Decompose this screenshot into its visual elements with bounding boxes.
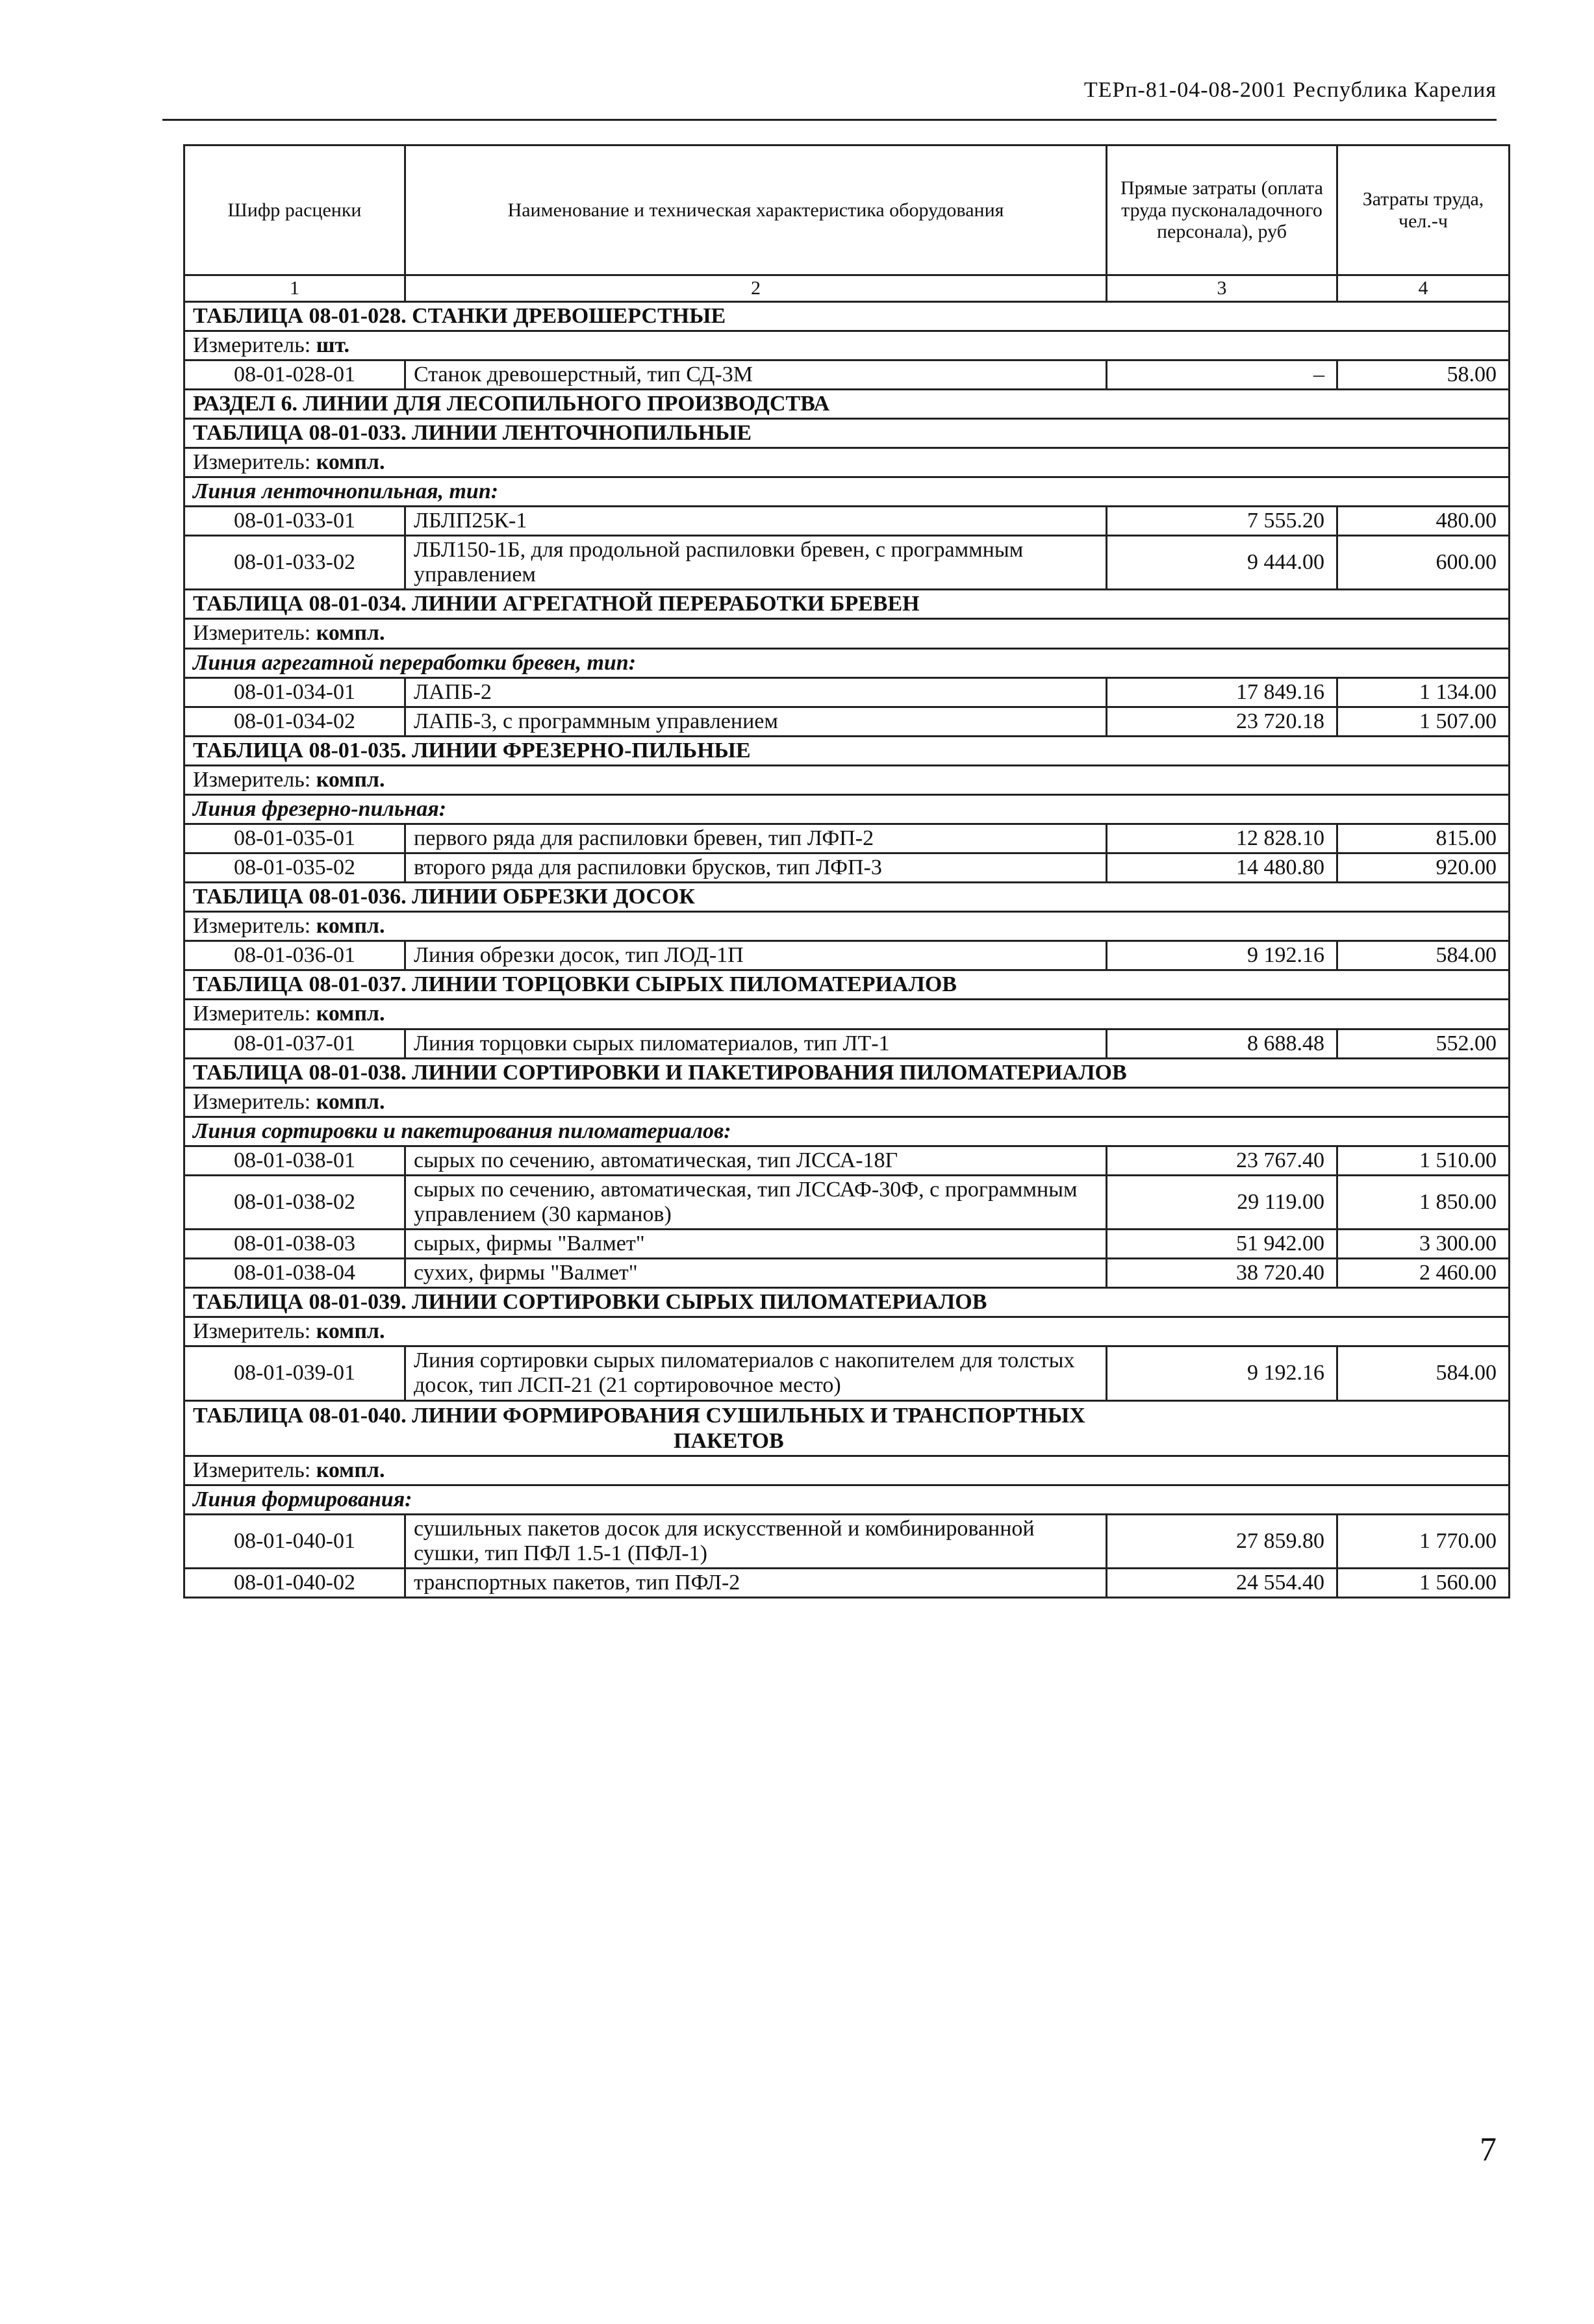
group-heading-row	[184, 794, 1510, 824]
rate-code: 08-01-040-01	[184, 1514, 405, 1568]
measure-row	[184, 765, 1510, 794]
column-header-labor: Затраты труда, чел.-ч	[1337, 145, 1510, 275]
table-title-row	[184, 1400, 1510, 1456]
labor-cost: 2 460.00	[1337, 1259, 1510, 1288]
table-title-text: ТАБЛИЦА 08-01-028. СТАНКИ ДРЕВОШЕРСТНЫЕ	[193, 303, 726, 328]
direct-cost: 23 720.18	[1107, 707, 1337, 736]
direct-cost: 51 942.00	[1107, 1230, 1337, 1259]
group-heading-row	[184, 477, 1510, 507]
measure-line	[184, 448, 1510, 477]
equipment-name: ЛБЛП25К-1	[405, 507, 1107, 536]
measure-label: Измеритель:	[193, 333, 311, 357]
group-heading: Линия сортировки и пакетирования пиломатериалов:	[184, 1117, 1510, 1146]
measure-label: Измеритель:	[193, 767, 311, 792]
direct-cost: 29 119.00	[1107, 1175, 1337, 1229]
measure-unit: компл.	[316, 1458, 385, 1482]
table-row	[184, 1514, 1510, 1568]
price-table	[183, 144, 1510, 1598]
table-title-text: ТАБЛИЦА 08-01-035. ЛИНИИ ФРЕЗЕРНО-ПИЛЬНЫЕ	[193, 738, 751, 763]
measure-line	[184, 1087, 1510, 1117]
measure-label: Измеритель:	[193, 1458, 311, 1482]
direct-cost: 9 192.16	[1107, 1346, 1337, 1400]
table-title-text: ТАБЛИЦА 08-01-040. ЛИНИИ ФОРМИРОВАНИЯ СУШИЛЬНЫХ И ТРАНСПОРТНЫХ	[193, 1403, 1085, 1428]
equipment-name: второго ряда для распиловки брусков, тип ЛФП-3	[405, 853, 1107, 883]
table-title	[184, 1058, 1510, 1087]
measure-row	[184, 448, 1510, 477]
measure-line	[184, 331, 1510, 360]
labor-cost: 1 560.00	[1337, 1569, 1510, 1598]
table-title-row	[184, 736, 1510, 765]
measure-line	[184, 619, 1510, 648]
table-title	[184, 1400, 1510, 1456]
table-title-row	[184, 970, 1510, 1000]
measure-line	[184, 765, 1510, 794]
equipment-name: сырых, фирмы "Валмет"	[405, 1230, 1107, 1259]
table-row	[184, 1569, 1510, 1598]
column-header-cost: Прямые затраты (оплата труда пусконаладочного персонала), руб	[1107, 145, 1337, 275]
measure-line	[184, 1317, 1510, 1346]
measure-row	[184, 1087, 1510, 1117]
labor-cost: 584.00	[1337, 1346, 1510, 1400]
rate-code: 08-01-028-01	[184, 360, 405, 389]
table-title-row	[184, 418, 1510, 448]
table-row	[184, 677, 1510, 707]
direct-cost: 14 480.80	[1107, 853, 1337, 883]
equipment-name: ЛАПБ-3, с программным управлением	[405, 707, 1107, 736]
rate-code: 08-01-038-02	[184, 1175, 405, 1229]
direct-cost: 38 720.40	[1107, 1259, 1337, 1288]
labor-cost: 1 850.00	[1337, 1175, 1510, 1229]
rate-code: 08-01-035-01	[184, 824, 405, 853]
measure-unit: компл.	[316, 1002, 385, 1026]
labor-cost: 815.00	[1337, 824, 1510, 853]
labor-cost: 1 510.00	[1337, 1146, 1510, 1175]
labor-cost: 920.00	[1337, 853, 1510, 883]
direct-cost: 7 555.20	[1107, 507, 1337, 536]
page-number: 7	[1480, 2131, 1497, 2168]
rate-code: 08-01-034-01	[184, 677, 405, 707]
table-title	[184, 590, 1510, 619]
rate-code: 08-01-040-02	[184, 1569, 405, 1598]
group-heading-row	[184, 648, 1510, 677]
table-row	[184, 853, 1510, 883]
table-row	[184, 941, 1510, 970]
equipment-name: сухих, фирмы "Валмет"	[405, 1259, 1107, 1288]
table-row	[184, 1346, 1510, 1400]
measure-line	[184, 1456, 1510, 1485]
table-title	[184, 1288, 1510, 1317]
table-title-row	[184, 1058, 1510, 1087]
equipment-name: Линия сортировки сырых пиломатериалов с накопителем для толстых досок, тип ЛСП-21 (21 сортировочное место)	[405, 1346, 1107, 1400]
direct-cost: 23 767.40	[1107, 1146, 1337, 1175]
equipment-name: ЛБЛ150-1Б, для продольной распиловки бревен, с программным управлением	[405, 536, 1107, 590]
column-number-row	[184, 275, 1510, 302]
group-heading: Линия формирования:	[184, 1485, 1510, 1514]
labor-cost: 1 770.00	[1337, 1514, 1510, 1568]
column-number: 3	[1107, 275, 1337, 302]
column-number: 4	[1337, 275, 1510, 302]
column-header-code: Шифр расценки	[184, 145, 405, 275]
table-row	[184, 536, 1510, 590]
table-title	[184, 736, 1510, 765]
table-row	[184, 1175, 1510, 1229]
measure-label: Измеритель:	[193, 449, 311, 474]
measure-line	[184, 1000, 1510, 1029]
price-document	[183, 144, 1508, 1598]
column-header-row	[184, 145, 1510, 275]
table-title-text: ТАБЛИЦА 08-01-036. ЛИНИИ ОБРЕЗКИ ДОСОК	[193, 885, 695, 909]
direct-cost: 27 859.80	[1107, 1514, 1337, 1568]
measure-row	[184, 1456, 1510, 1485]
direct-cost: 9 444.00	[1107, 536, 1337, 590]
table-title-text: ТАБЛИЦА 08-01-038. ЛИНИИ СОРТИРОВКИ И ПАКЕТИРОВАНИЯ ПИЛОМАТЕРИАЛОВ	[193, 1060, 1127, 1085]
equipment-name: Станок древошерстный, тип СД-3М	[405, 360, 1107, 389]
rate-code: 08-01-037-01	[184, 1029, 405, 1058]
measure-unit: компл.	[316, 914, 385, 939]
table-row	[184, 507, 1510, 536]
equipment-name: Линия обрезки досок, тип ЛОД-1П	[405, 941, 1107, 970]
measure-unit: компл.	[316, 449, 385, 474]
direct-cost: 9 192.16	[1107, 941, 1337, 970]
column-header-name: Наименование и техническая характеристика оборудования	[405, 145, 1107, 275]
table-title-continuation: ПАКЕТОВ	[674, 1428, 784, 1453]
table-title-row	[184, 301, 1510, 331]
group-heading-row	[184, 1485, 1510, 1514]
group-heading: Линия фрезерно-пильная:	[184, 794, 1510, 824]
measure-row	[184, 619, 1510, 648]
price-table-body	[184, 301, 1510, 1598]
labor-cost: 480.00	[1337, 507, 1510, 536]
table-title-text: ТАБЛИЦА 08-01-037. ЛИНИИ ТОРЦОВКИ СЫРЫХ ПИЛОМАТЕРИАЛОВ	[193, 972, 957, 997]
equipment-name: Линия торцовки сырых пиломатериалов, тип ЛТ-1	[405, 1029, 1107, 1058]
table-title-row	[184, 590, 1510, 619]
direct-cost: 17 849.16	[1107, 677, 1337, 707]
measure-row	[184, 912, 1510, 941]
rate-code: 08-01-033-01	[184, 507, 405, 536]
labor-cost: 600.00	[1337, 536, 1510, 590]
measure-line	[184, 912, 1510, 941]
section-title: РАЗДЕЛ 6. ЛИНИИ ДЛЯ ЛЕСОПИЛЬНОГО ПРОИЗВОДСТВА	[184, 389, 1510, 418]
labor-cost: 1 134.00	[1337, 677, 1510, 707]
table-row	[184, 1230, 1510, 1259]
table-row	[184, 1029, 1510, 1058]
measure-label: Измеритель:	[193, 1319, 311, 1344]
table-title-text: ТАБЛИЦА 08-01-039. ЛИНИИ СОРТИРОВКИ СЫРЫХ ПИЛОМАТЕРИАЛОВ	[193, 1290, 987, 1315]
labor-cost: 552.00	[1337, 1029, 1510, 1058]
direct-cost: 24 554.40	[1107, 1569, 1337, 1598]
equipment-name: сушильных пакетов досок для искусственной и комбинированной сушки, тип ПФЛ 1.5-1 (ПФЛ-1)	[405, 1514, 1107, 1568]
rate-code: 08-01-033-02	[184, 536, 405, 590]
rate-code: 08-01-038-03	[184, 1230, 405, 1259]
equipment-name: первого ряда для распиловки бревен, тип ЛФП-2	[405, 824, 1107, 853]
measure-label: Измеритель:	[193, 1089, 311, 1114]
equipment-name: ЛАПБ-2	[405, 677, 1107, 707]
measure-label: Измеритель:	[193, 621, 311, 646]
measure-label: Измеритель:	[193, 914, 311, 939]
measure-unit: шт.	[316, 333, 350, 357]
group-heading: Линия ленточнопильная, тип:	[184, 477, 1510, 507]
measure-row	[184, 331, 1510, 360]
measure-label: Измеритель:	[193, 1002, 311, 1026]
table-row	[184, 1259, 1510, 1288]
equipment-name: транспортных пакетов, тип ПФЛ-2	[405, 1569, 1107, 1598]
equipment-name: сырых по сечению, автоматическая, тип ЛССАФ-30Ф, с программным управлением (30 карманов)	[405, 1175, 1107, 1229]
rate-code: 08-01-036-01	[184, 941, 405, 970]
direct-cost: –	[1107, 360, 1337, 389]
measure-row	[184, 1317, 1510, 1346]
table-row	[184, 707, 1510, 736]
table-title-text: ТАБЛИЦА 08-01-034. ЛИНИИ АГРЕГАТНОЙ ПЕРЕРАБОТКИ БРЕВЕН	[193, 592, 920, 616]
table-title	[184, 301, 1510, 331]
document-code: ТЕРп-81-04-08-2001 Республика Карелия	[1083, 78, 1497, 102]
group-heading-row	[184, 1117, 1510, 1146]
equipment-name: сырых по сечению, автоматическая, тип ЛССА-18Г	[405, 1146, 1107, 1175]
rate-code: 08-01-039-01	[184, 1346, 405, 1400]
table-row	[184, 1146, 1510, 1175]
column-number: 2	[405, 275, 1107, 302]
table-title-row	[184, 1288, 1510, 1317]
labor-cost: 3 300.00	[1337, 1230, 1510, 1259]
labor-cost: 1 507.00	[1337, 707, 1510, 736]
table-title	[184, 883, 1510, 912]
group-heading: Линия агрегатной переработки бревен, тип:	[184, 648, 1510, 677]
rate-code: 08-01-035-02	[184, 853, 405, 883]
rate-code: 08-01-034-02	[184, 707, 405, 736]
rate-code: 08-01-038-01	[184, 1146, 405, 1175]
header-divider	[162, 119, 1497, 121]
table-row	[184, 824, 1510, 853]
measure-row	[184, 1000, 1510, 1029]
labor-cost: 58.00	[1337, 360, 1510, 389]
section-title-row	[184, 389, 1510, 418]
measure-unit: компл.	[316, 1089, 385, 1114]
measure-unit: компл.	[316, 621, 385, 646]
table-row	[184, 360, 1510, 389]
column-number: 1	[184, 275, 405, 302]
direct-cost: 8 688.48	[1107, 1029, 1337, 1058]
measure-unit: компл.	[316, 1319, 385, 1344]
labor-cost: 584.00	[1337, 941, 1510, 970]
direct-cost: 12 828.10	[1107, 824, 1337, 853]
rate-code: 08-01-038-04	[184, 1259, 405, 1288]
table-title-row	[184, 883, 1510, 912]
table-title	[184, 418, 1510, 448]
table-title	[184, 970, 1510, 1000]
table-title-text: ТАБЛИЦА 08-01-033. ЛИНИИ ЛЕНТОЧНОПИЛЬНЫЕ	[193, 420, 752, 445]
measure-unit: компл.	[316, 767, 385, 792]
